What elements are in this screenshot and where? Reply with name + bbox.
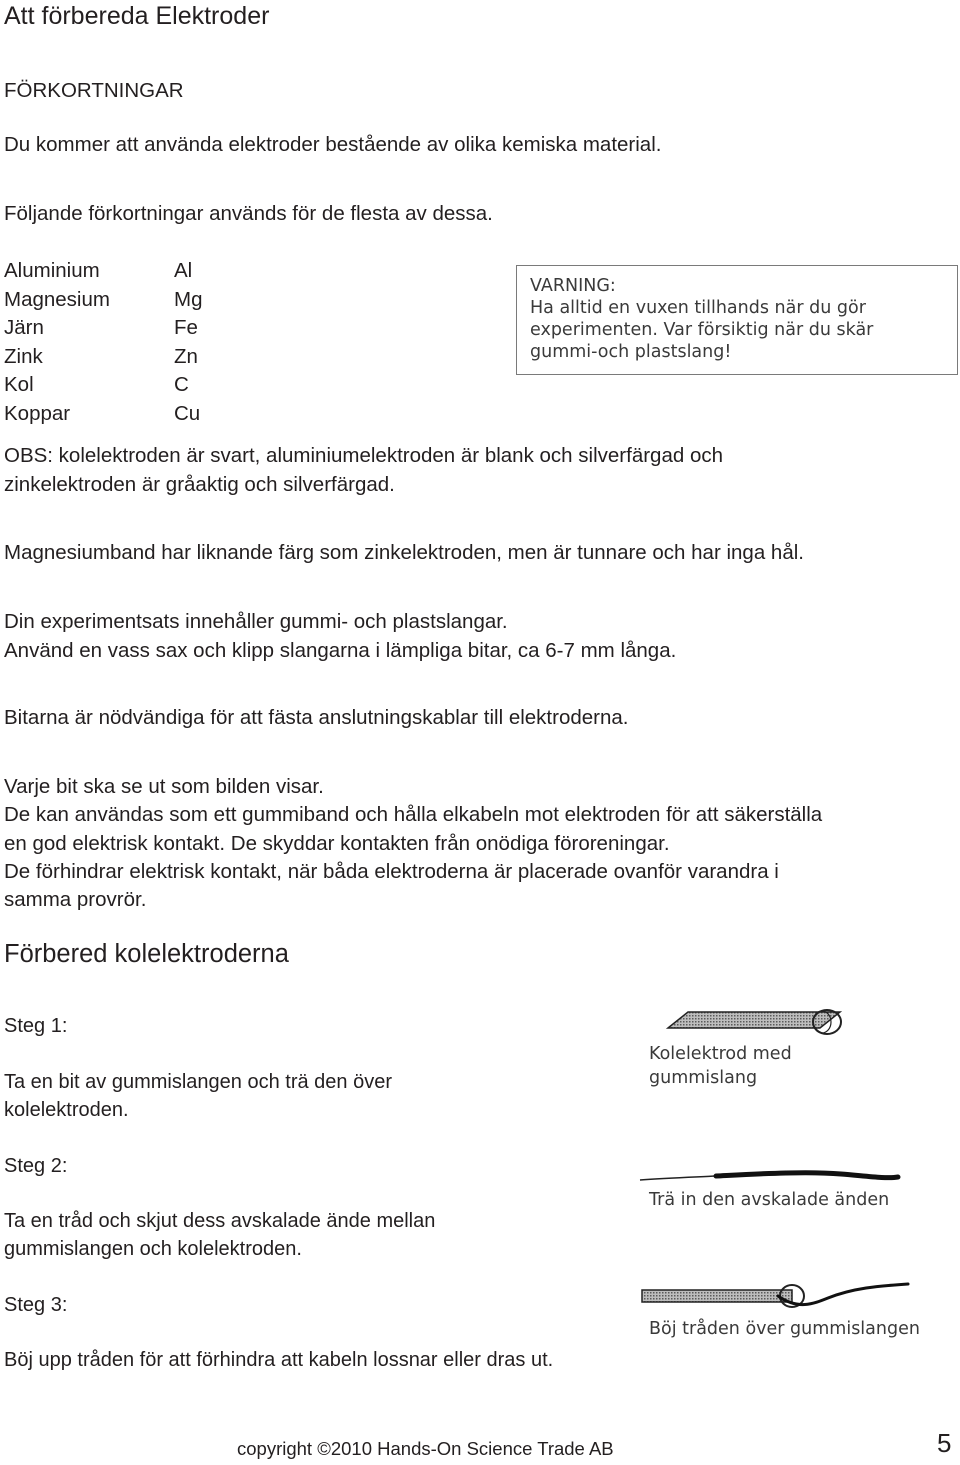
- copyright-notice: copyright ©2010 Hands-On Science Trade AB: [237, 1438, 614, 1459]
- section-heading: Förbered kolelektroderna: [4, 940, 289, 968]
- warning-line: gummi-och plastslang!: [530, 342, 732, 362]
- figure-caption: gummislang: [649, 1068, 758, 1088]
- piece-line: samma provrör.: [4, 888, 147, 911]
- intro-line: Du kommer att använda elektroder bestående av olika kemiska material.: [4, 133, 662, 156]
- element-symbol: C: [174, 373, 189, 396]
- warning-title: VARNING:: [530, 276, 616, 296]
- element-symbol: Zn: [174, 344, 198, 368]
- step-label: Steg 1:: [4, 1015, 68, 1037]
- piece-line: De förhindrar elektrisk kontakt, när båda elektroderna är placerade ovanför varandra i: [4, 860, 779, 883]
- step-text: Ta en tråd och skjut dess avskalade ände mellan: [4, 1210, 436, 1232]
- element-name: Kol: [4, 373, 34, 396]
- step-label: Steg 3:: [4, 1294, 68, 1316]
- magnesium-note: Magnesiumband har liknande färg som zinkelektroden, men är tunnare och har inga hål.: [4, 541, 804, 564]
- piece-line: Varje bit ska se ut som bilden visar.: [4, 775, 324, 798]
- step-text: gummislangen och kolelektroden.: [4, 1238, 302, 1260]
- figure-caption: Kolelektrod med: [649, 1044, 792, 1064]
- kit-line: Använd en vass sax och klipp slangarna i lämpliga bitar, ca 6-7 mm långa.: [4, 639, 677, 662]
- element-symbol: Cu: [174, 401, 201, 425]
- step-text: Ta en bit av gummislangen och trä den över: [4, 1071, 392, 1093]
- step-text: kolelektroden.: [4, 1099, 129, 1121]
- figure-caption: Trä in den avskalade änden: [649, 1190, 890, 1210]
- piece-line: De kan användas som ett gummiband och hålla elkabeln mot elektroden för att säkerställa: [4, 803, 823, 826]
- element-name: Järn: [4, 316, 44, 339]
- page-title: Att förbereda Elektroder: [4, 2, 270, 30]
- element-name: Koppar: [4, 401, 71, 425]
- figure-caption: Böj tråden över gummislangen: [649, 1319, 920, 1339]
- step-text: Böj upp tråden för att förhindra att kabeln lossnar eller dras ut.: [4, 1349, 554, 1371]
- warning-box: [516, 265, 958, 375]
- element-name: Zink: [4, 344, 43, 368]
- warning-line: Ha alltid en vuxen tillhands när du gör: [530, 298, 866, 318]
- warning-line: experimenten. Var försiktig när du skär: [530, 320, 874, 340]
- pieces-note: Bitarna är nödvändiga för att fästa anslutningskablar till elektroderna.: [4, 706, 629, 729]
- element-symbol: Al: [174, 259, 193, 282]
- element-symbol: Fe: [174, 316, 198, 339]
- piece-line: en god elektrisk kontakt. De skyddar kontakten från onödiga föroreningar.: [4, 832, 670, 855]
- step-label: Steg 2:: [4, 1155, 68, 1177]
- electrode-bent-wire-icon: [638, 1280, 918, 1316]
- element-symbol: Mg: [174, 287, 203, 311]
- element-name: Magnesium: [4, 287, 110, 311]
- abbreviations-heading: FÖRKORTNINGAR: [4, 79, 184, 102]
- electrode-with-tube-icon: [662, 1006, 852, 1038]
- kit-line: Din experimentsats innehåller gummi- och plastslangar.: [4, 610, 508, 633]
- page-number: 5: [937, 1428, 952, 1458]
- obs-line: OBS: kolelektroden är svart, aluminiumelektroden är blank och silverfärgad och: [4, 444, 723, 467]
- obs-line: zinkelektroden är gråaktig och silverfärgad.: [4, 473, 395, 496]
- intro-line: Följande förkortningar används för de flesta av dessa.: [4, 202, 493, 225]
- element-name: Aluminium: [4, 259, 100, 282]
